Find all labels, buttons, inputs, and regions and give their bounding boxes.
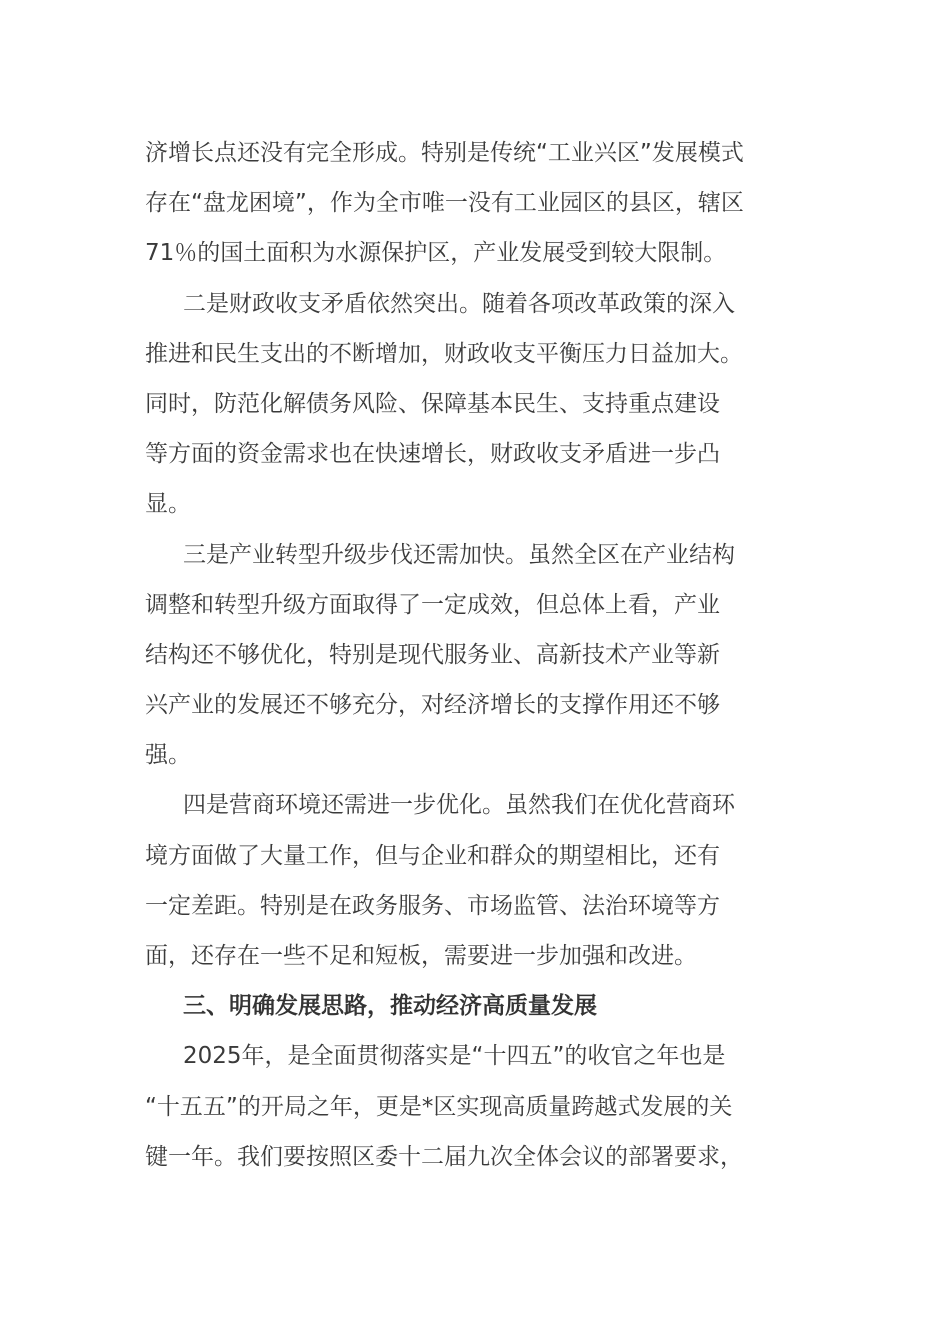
paragraph-line: 二是财政收支矛盾依然突出。随着各项改革政策的深入 [183,290,735,317]
paragraph-line: 同时，防范化解债务风险、保障基本民生、支持重点建设 [145,390,720,417]
paragraph-line: 71％的国土面积为水源保护区，产业发展受到较大限制。 [145,240,727,267]
paragraph-line: 济增长点还没有完全形成。特别是传统“工业兴区”发展模式 [145,140,744,166]
paragraph-line: 境方面做了大量工作，但与企业和群众的期望相比，还有 [145,842,720,869]
paragraph-line: 强。 [145,742,191,769]
paragraph-line: 存在“盘龙困境”，作为全市唯一没有工业园区的县区，辖区 [145,190,744,217]
document-body [145,128,805,1182]
paragraph-line: 面，还存在一些不足和短板，需要进一步加强和改进。 [145,943,697,969]
paragraph-line: 三是产业转型升级步伐还需加快。虽然全区在产业结构 [183,541,735,568]
paragraph-line: 一定差距。特别是在政务服务、市场监管、法治环境等方 [145,892,720,919]
paragraph-line: 键一年。我们要按照区委十二届九次全体会议的部署要求， [145,1143,743,1170]
paragraph-line: 调整和转型升级方面取得了一定成效，但总体上看，产业 [145,591,720,618]
paragraph-line: 2025年，是全面贯彻落实是“十四五”的收官之年也是 [183,1043,726,1070]
paragraph-line: 四是营商环境还需进一步优化。虽然我们在优化营商环 [183,792,735,819]
paragraph-line: 结构还不够优化，特别是现代服务业、高新技术产业等新 [145,641,720,668]
paragraph-line: 推进和民生支出的不断增加，财政收支平衡压力日益加大。 [145,340,743,367]
paragraph-line: 兴产业的发展还不够充分，对经济增长的支撑作用还不够 [145,692,720,719]
paragraph-line: 显。 [145,491,191,518]
paragraph-line: “十五五”的开局之年，更是*区实现高质量跨越式发展的关 [145,1093,733,1120]
paragraph-line: 等方面的资金需求也在快速增长，财政收支矛盾进一步凸 [145,441,720,468]
section-heading: 三、明确发展思路，推动经济高质量发展 [183,993,597,1020]
